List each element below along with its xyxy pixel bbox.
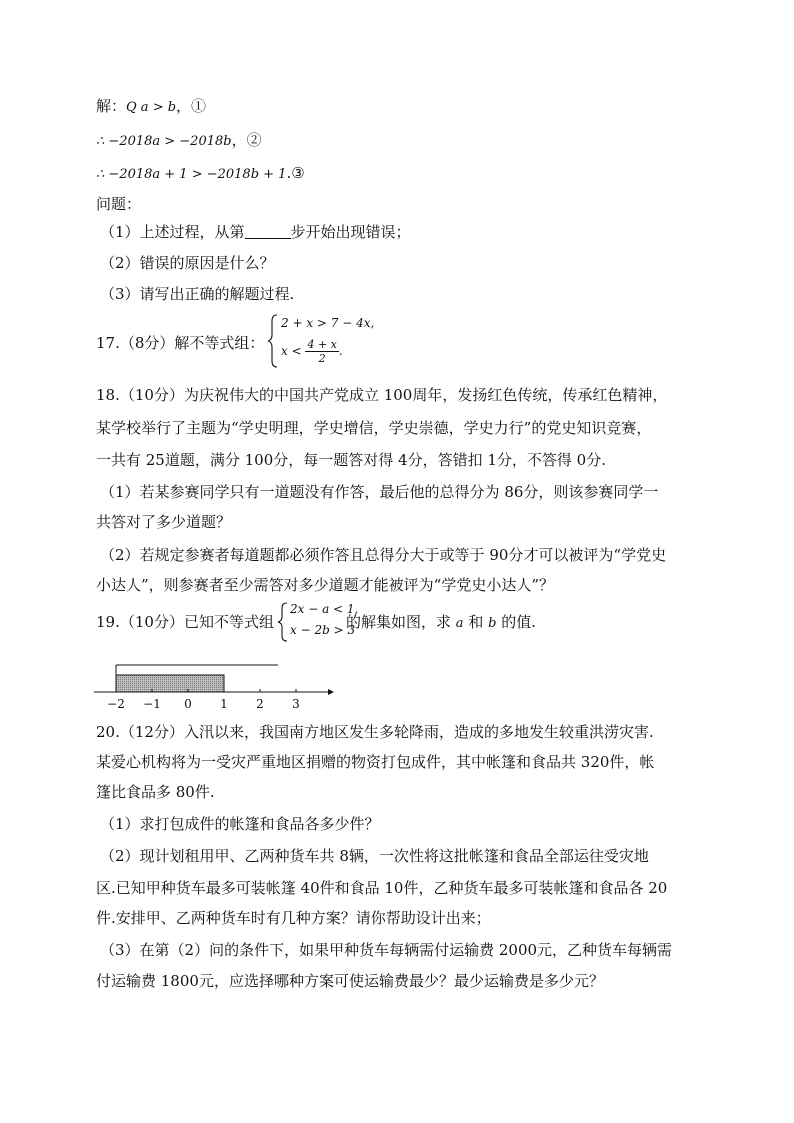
problem-19-text: 的解集如图，求: [346, 613, 452, 631]
var-a: a: [455, 616, 464, 631]
question-1-text-b: 步开始出现错误；: [290, 223, 411, 241]
problem-20-q2-line-1: （2）现计划租用甲、乙两种货车共 8辆，一次性将这批帐篷和食品全部运往受灾地: [100, 847, 649, 865]
problem-18-line-3: 一共有 25道题，满分 100分，每一题答对得 4分，答错扣 1分，不答得 0分.: [96, 451, 606, 469]
step-marker-2: ，②: [231, 131, 262, 149]
problem-20-line-3: 篷比食品多 80件.: [96, 783, 215, 801]
fraction-numerator: 4 + x: [307, 338, 337, 351]
number-line-figure: [92, 655, 342, 711]
tick-label: 3: [292, 697, 300, 711]
problem-20-q2-line-3: 件.安排甲、乙两种货车时有几种方案？请你帮助设计出来；: [96, 909, 491, 927]
problem-19-end: 的值.: [501, 613, 537, 631]
problem-19-label: 19.（10分）已知不等式组: [96, 613, 274, 631]
problem-19-ineq-2: x − 2b > 3: [290, 623, 356, 637]
ineq-2-left: x <: [281, 344, 302, 358]
question-2: （2）错误的原因是什么？: [100, 254, 275, 272]
problem-18-line-1: 18.（10分）为庆祝伟大的中国共产党成立 100周年，发扬红色传统，传承红色精神，: [96, 386, 668, 404]
solution-prefix: 解：: [96, 97, 127, 115]
tick-label: 1: [220, 697, 228, 711]
solution-math-3: ∴ −2018a + 1 > −2018b + 1: [96, 167, 287, 182]
fraction: [305, 338, 338, 365]
problem-17-ineq-2: [281, 338, 343, 365]
problem-19-question: [346, 612, 536, 634]
solution-math-2: ∴ −2018a > −2018b: [96, 134, 232, 149]
problem-18-q2-line-2: 小达人”，则参赛者至少需答对多少道题才能被评为“学党史小达人”？: [96, 576, 555, 594]
solution-shaded-region: [116, 675, 224, 692]
problem-18-line-2: 某学校举行了主题为“学史明理，学史增信，学史崇德，学史力行”的党史知识竞赛，: [96, 419, 652, 437]
step-marker-1: ，①: [176, 97, 207, 115]
and-text: 和: [468, 613, 484, 631]
problem-20-q3-line-1: （3）在第（2）问的条件下，如果甲种货车每辆需付运输费 2000元，乙种货车每辆需: [100, 941, 673, 959]
questions-label: 问题：: [96, 195, 142, 213]
problem-18-q1-line-1: （1）若某参赛同学只有一道题没有作答，最后他的总得分为 86分，则该参赛同学一: [100, 483, 659, 501]
problem-20-q3-line-2: 付运输费 1800元，应选择哪种方案可使运输费最少？最少运输费是多少元？: [96, 972, 604, 990]
problem-20-q2-line-2: 区.已知甲种货车最多可装帐篷 40件和食品 10件，乙种货车最多可装帐篷和食品各 20: [96, 879, 668, 897]
brace-17: [267, 313, 279, 369]
solution-line-2: [96, 130, 262, 152]
problem-18-q1-line-2: 共答对了多少道题？: [96, 513, 232, 531]
solution-math-1: Q a > b: [126, 100, 177, 115]
problem-20-q1: （1）求打包成件的帐篷和食品各多少件？: [100, 815, 380, 833]
var-b: b: [488, 616, 497, 631]
problem-19-ineq-1: 2x − a < 1,: [290, 602, 359, 616]
ineq-2-end: .: [338, 344, 343, 358]
problem-20-line-2: 某爱心机构将为一受灾严重地区捐赠的物资打包成件，其中帐篷和食品共 320件，帐: [96, 753, 655, 771]
problem-17-ineq-1: 2 + x > 7 − 4x,: [281, 316, 375, 330]
tick-label: −2: [107, 697, 125, 711]
solution-line-1: [96, 96, 206, 118]
tick-label: 2: [256, 697, 264, 711]
axis-arrow: [328, 689, 334, 695]
problem-18-q2-line-1: （2）若规定参赛者每道题都必须作答且总得分大于或等于 90分才可以被评为“学党史: [100, 546, 667, 564]
tick-label: 0: [184, 697, 192, 711]
step-marker-3: .③: [286, 164, 305, 182]
problem-17-label: 17.（8分）解不等式组：: [96, 334, 265, 352]
question-3: （3）请写出正确的解题过程.: [100, 285, 295, 303]
fraction-denominator: 2: [318, 352, 326, 365]
question-1: [100, 222, 411, 242]
solution-line-3: [96, 163, 305, 185]
problem-20-line-1: 20.（12分）入汛以来，我国南方地区发生多轮降雨，造成的多地发生较重洪涝灾害.: [96, 723, 654, 741]
brace-19: [277, 601, 289, 643]
answer-blank[interactable]: [245, 223, 291, 239]
question-1-text-a: （1）上述过程，从第: [100, 223, 245, 241]
tick-label: −1: [143, 697, 161, 711]
